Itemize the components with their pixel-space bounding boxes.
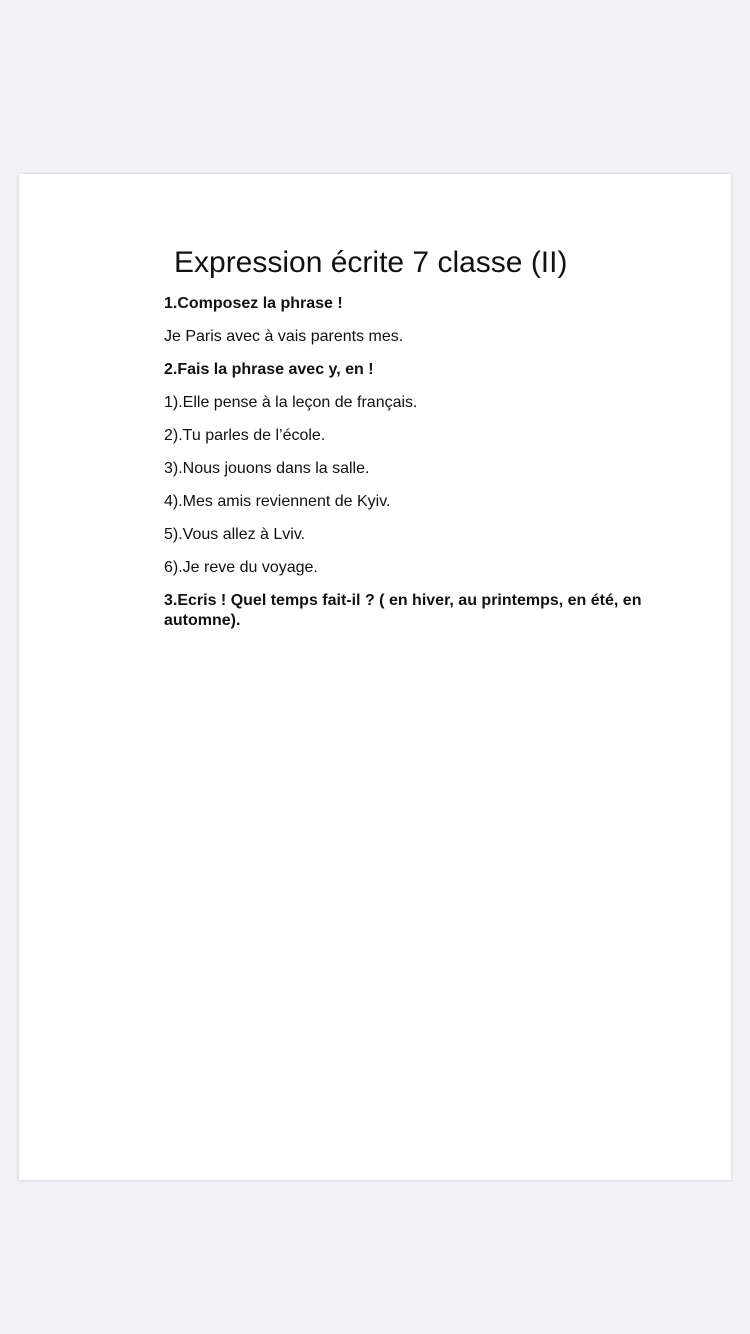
- list-item: 3).Nous jouons dans la salle.: [164, 460, 370, 477]
- list-item: 6).Je reve du voyage.: [164, 559, 318, 576]
- section-1-heading: 1.Composez la phrase !: [164, 295, 343, 312]
- list-item: 5).Vous allez à Lviv.: [164, 526, 306, 543]
- list-item: 2).Tu parles de l’école.: [164, 427, 326, 444]
- document-page: [19, 174, 731, 1180]
- list-item: 1).Elle pense à la leçon de français.: [164, 394, 418, 411]
- document-title: Expression écrite 7 classe (II): [174, 246, 568, 279]
- section-3-heading: 3.Ecris ! Quel temps fait-il ? ( en hiver, au printemps, en été, en automne).: [164, 592, 642, 629]
- section-1-text: Je Paris avec à vais parents mes.: [164, 328, 404, 345]
- section-2-heading: 2.Fais la phrase avec y, en !: [164, 361, 374, 378]
- list-item: 4).Mes amis reviennent de Kyiv.: [164, 493, 391, 510]
